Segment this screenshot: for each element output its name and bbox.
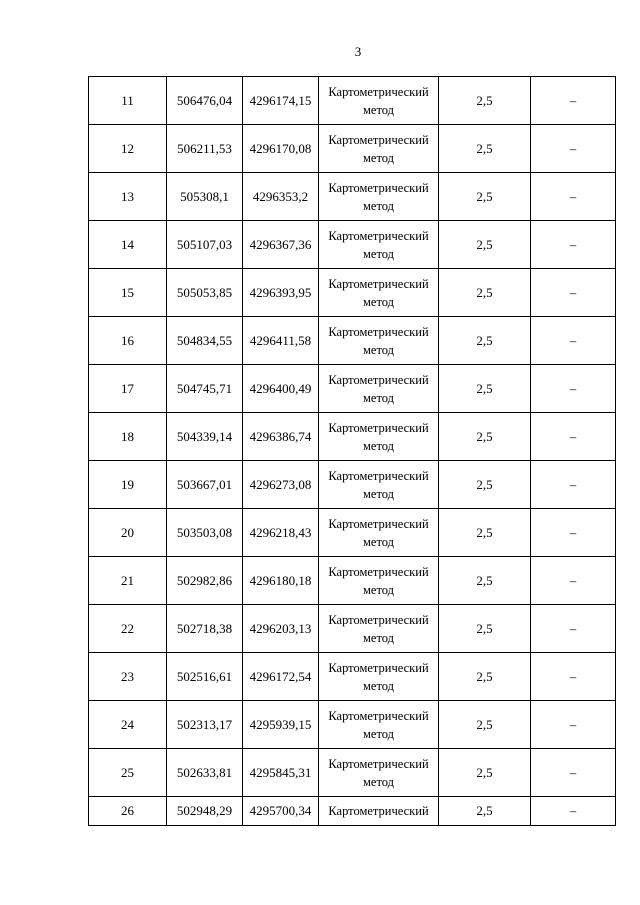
point-number-cell: 19	[89, 461, 167, 509]
note-cell: –	[531, 125, 616, 173]
method-line-2: метод	[362, 774, 394, 789]
method-line-1: Картометрический	[328, 276, 429, 291]
table-row	[89, 269, 616, 317]
y-coordinate-cell: 4296273,08	[243, 461, 319, 509]
note-cell: –	[531, 701, 616, 749]
x-coordinate-cell: 505107,03	[167, 221, 243, 269]
method-line-1: Картометрический	[328, 84, 429, 99]
method-line-2: метод	[362, 630, 394, 645]
accuracy-cell: 2,5	[439, 173, 531, 221]
x-coordinate-cell: 502948,29	[167, 797, 243, 826]
x-coordinate-cell: 502313,17	[167, 701, 243, 749]
x-coordinate-cell: 506476,04	[167, 77, 243, 125]
method-cell	[319, 77, 439, 125]
accuracy-cell: 2,5	[439, 797, 531, 826]
method-line-2: метод	[362, 294, 394, 309]
x-coordinate-cell: 502633,81	[167, 749, 243, 797]
point-number-cell: 15	[89, 269, 167, 317]
x-coordinate-cell: 503503,08	[167, 509, 243, 557]
note-cell: –	[531, 269, 616, 317]
accuracy-cell: 2,5	[439, 749, 531, 797]
method-cell	[319, 653, 439, 701]
accuracy-cell: 2,5	[439, 701, 531, 749]
point-number-cell: 18	[89, 413, 167, 461]
method-line-1: Картометрический	[328, 612, 429, 627]
method-line-2: метод	[362, 150, 394, 165]
y-coordinate-cell: 4296203,13	[243, 605, 319, 653]
method-line-1: Картометрический	[328, 420, 429, 435]
method-line-1: Картометрический	[328, 132, 429, 147]
accuracy-cell: 2,5	[439, 413, 531, 461]
y-coordinate-cell: 4296353,2	[243, 173, 319, 221]
method-cell	[319, 413, 439, 461]
accuracy-cell: 2,5	[439, 605, 531, 653]
table-row	[89, 413, 616, 461]
note-cell: –	[531, 173, 616, 221]
method-line-2: метод	[362, 102, 394, 117]
y-coordinate-cell: 4296218,43	[243, 509, 319, 557]
method-line-2: метод	[362, 390, 394, 405]
table-row	[89, 461, 616, 509]
note-cell: –	[531, 221, 616, 269]
table-row	[89, 749, 616, 797]
accuracy-cell: 2,5	[439, 317, 531, 365]
method-line-2: метод	[362, 486, 394, 501]
method-cell	[319, 461, 439, 509]
note-cell: –	[531, 557, 616, 605]
method-line-1: Картометрический	[328, 516, 429, 531]
coordinates-table-body	[89, 77, 616, 826]
method-cell	[319, 509, 439, 557]
note-cell: –	[531, 509, 616, 557]
y-coordinate-cell: 4296180,18	[243, 557, 319, 605]
x-coordinate-cell: 505308,1	[167, 173, 243, 221]
page-number: 3	[354, 44, 362, 59]
table-row	[89, 701, 616, 749]
method-line-1: Картометрический	[328, 660, 429, 675]
point-number-cell: 25	[89, 749, 167, 797]
table-row	[89, 125, 616, 173]
accuracy-cell: 2,5	[439, 125, 531, 173]
method-cell	[319, 797, 439, 826]
point-number-cell: 17	[89, 365, 167, 413]
method-cell	[319, 125, 439, 173]
method-line-2: метод	[362, 534, 394, 549]
note-cell: –	[531, 797, 616, 826]
note-cell: –	[531, 77, 616, 125]
point-number-cell: 21	[89, 557, 167, 605]
table-row	[89, 365, 616, 413]
x-coordinate-cell: 506211,53	[167, 125, 243, 173]
method-line-2: метод	[362, 726, 394, 741]
note-cell: –	[531, 749, 616, 797]
method-cell	[319, 557, 439, 605]
accuracy-cell: 2,5	[439, 557, 531, 605]
point-number-cell: 23	[89, 653, 167, 701]
method-line-1: Картометрический	[328, 372, 429, 387]
point-number-cell: 11	[89, 77, 167, 125]
point-number-cell: 22	[89, 605, 167, 653]
method-line-1: Картометрический	[328, 468, 429, 483]
table-row	[89, 797, 616, 826]
coordinates-table	[88, 76, 616, 826]
y-coordinate-cell: 4295845,31	[243, 749, 319, 797]
note-cell: –	[531, 653, 616, 701]
method-cell	[319, 701, 439, 749]
method-line-2: метод	[362, 678, 394, 693]
method-line-2: метод	[362, 582, 394, 597]
point-number-cell: 14	[89, 221, 167, 269]
method-line-2: метод	[362, 246, 394, 261]
point-number-cell: 16	[89, 317, 167, 365]
x-coordinate-cell: 502516,61	[167, 653, 243, 701]
method-line-1: Картометрический	[328, 756, 429, 771]
accuracy-cell: 2,5	[439, 269, 531, 317]
x-coordinate-cell: 502718,38	[167, 605, 243, 653]
y-coordinate-cell: 4295700,34	[243, 797, 319, 826]
method-line-1: Картометрический	[328, 228, 429, 243]
method-line-1: Картометрический	[328, 180, 429, 195]
table-row	[89, 509, 616, 557]
x-coordinate-cell: 504339,14	[167, 413, 243, 461]
note-cell: –	[531, 461, 616, 509]
x-coordinate-cell: 502982,86	[167, 557, 243, 605]
table-row	[89, 77, 616, 125]
point-number-cell: 24	[89, 701, 167, 749]
point-number-cell: 13	[89, 173, 167, 221]
method-cell	[319, 365, 439, 413]
y-coordinate-cell: 4296393,95	[243, 269, 319, 317]
x-coordinate-cell: 503667,01	[167, 461, 243, 509]
method-line-1: Картометрический	[328, 324, 429, 339]
accuracy-cell: 2,5	[439, 653, 531, 701]
y-coordinate-cell: 4296386,74	[243, 413, 319, 461]
point-number-cell: 20	[89, 509, 167, 557]
point-number-cell: 12	[89, 125, 167, 173]
accuracy-cell: 2,5	[439, 461, 531, 509]
table-row	[89, 173, 616, 221]
method-line-1: Картометрический	[328, 708, 429, 723]
accuracy-cell: 2,5	[439, 509, 531, 557]
y-coordinate-cell: 4296367,36	[243, 221, 319, 269]
method-cell	[319, 173, 439, 221]
note-cell: –	[531, 605, 616, 653]
accuracy-cell: 2,5	[439, 221, 531, 269]
y-coordinate-cell: 4296400,49	[243, 365, 319, 413]
y-coordinate-cell: 4296172,54	[243, 653, 319, 701]
table-row	[89, 317, 616, 365]
table-row	[89, 557, 616, 605]
note-cell: –	[531, 413, 616, 461]
method-cell	[319, 317, 439, 365]
x-coordinate-cell: 504745,71	[167, 365, 243, 413]
y-coordinate-cell: 4296174,15	[243, 77, 319, 125]
method-cell	[319, 605, 439, 653]
method-line-1: Картометрический	[328, 564, 429, 579]
method-cell	[319, 221, 439, 269]
table-row	[89, 653, 616, 701]
method-cell	[319, 749, 439, 797]
y-coordinate-cell: 4296170,08	[243, 125, 319, 173]
note-cell: –	[531, 365, 616, 413]
method-cell	[319, 269, 439, 317]
point-number-cell: 26	[89, 797, 167, 826]
table-row	[89, 605, 616, 653]
note-cell: –	[531, 317, 616, 365]
accuracy-cell: 2,5	[439, 365, 531, 413]
method-line-2: метод	[362, 342, 394, 357]
x-coordinate-cell: 505053,85	[167, 269, 243, 317]
y-coordinate-cell: 4296411,58	[243, 317, 319, 365]
table-row	[89, 221, 616, 269]
accuracy-cell: 2,5	[439, 77, 531, 125]
method-line-2: метод	[362, 198, 394, 213]
y-coordinate-cell: 4295939,15	[243, 701, 319, 749]
x-coordinate-cell: 504834,55	[167, 317, 243, 365]
method-line-2: метод	[362, 438, 394, 453]
method-line-1: Картометрический	[328, 804, 429, 818]
